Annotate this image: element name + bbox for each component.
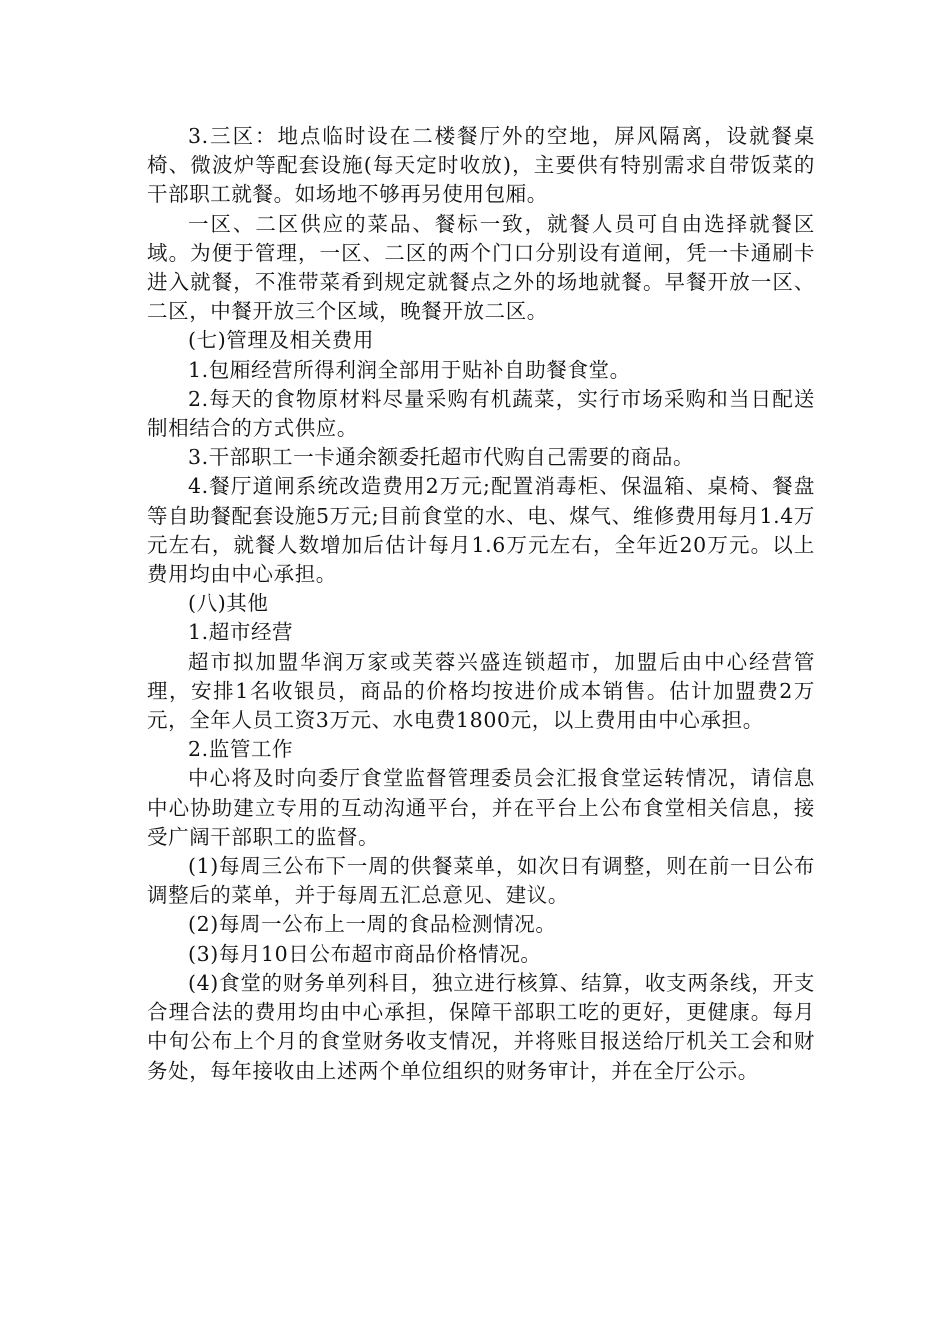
paragraph-supervision-item-1: (1)每周三公布下一周的供餐菜单，如次日有调整，则在前一日公布调整后的菜单，并于每周五汇总意见、建议。 xyxy=(147,854,815,908)
section-heading-other: (八)其他 xyxy=(188,591,269,616)
paragraph-cost-item-3: 3.干部职工一卡通余额委托超市代购自己需要的商品。 xyxy=(188,445,695,470)
subheading-supervision: 2.监管工作 xyxy=(188,737,294,762)
paragraph-supervision: 中心将及时向委厅食堂监督管理委员会汇报食堂运转情况，请信息中心协助建立专用的互动沟通平台，并在平台上公布食堂相关信息，接受广阔干部职工的监督。 xyxy=(147,766,815,849)
paragraph-supervision-item-3: (3)每月10日公布超市商品价格情况。 xyxy=(188,941,542,966)
document-body xyxy=(147,122,815,1086)
paragraph-zone-rules: 一区、二区供应的菜品、餐标一致，就餐人员可自由选择就餐区域。为便于管理，一区、二区的两个门口分别设有道闸，凭一卡通刷卡进入就餐，不准带菜肴到规定就餐点之外的场地就餐。早餐开放一区、二区，中餐开放三个区域，晚餐开放二区。 xyxy=(147,211,815,324)
section-heading-management-costs: (七)管理及相关费用 xyxy=(188,328,374,353)
paragraph-cost-item-4: 4.餐厅道闸系统改造费用2万元;配置消毒柜、保温箱、桌椅、餐盘等自助餐配套设施5万元;目前食堂的水、电、煤气、维修费用每月1.4万元左右，就餐人数增加后估计每月1.6万元左右，全年近20万元。以上费用均由中心承担。 xyxy=(147,474,815,587)
paragraph-supervision-item-2: (2)每周一公布上一周的食品检测情况。 xyxy=(188,912,557,937)
subheading-supermarket: 1.超市经营 xyxy=(188,620,294,645)
paragraph-cost-item-1: 1.包厢经营所得利润全部用于贴补自助餐食堂。 xyxy=(188,357,631,382)
paragraph-supermarket: 超市拟加盟华润万家或芙蓉兴盛连锁超市，加盟后由中心经营管理，安排1名收银员，商品的价格均按进价成本销售。估计加盟费2万元，全年人员工资3万元、水电费1800元，以上费用由中心承担。 xyxy=(147,649,815,733)
paragraph-supervision-item-4: (4)食堂的财务单列科目，独立进行核算、结算，收支两条线，开支合理合法的费用均由中心承担，保障干部职工吃的更好，更健康。每月中旬公布上个月的食堂财务收支情况，并将账目报送给厅机关工会和财务处，每年接收由上述两个单位组织的财务审计，并在全厅公示。 xyxy=(147,970,815,1083)
paragraph-cost-item-2: 2.每天的食物原材料尽量采购有机蔬菜，实行市场采购和当日配送制相结合的方式供应。 xyxy=(147,386,815,441)
paragraph-zone-three: 3.三区：地点临时设在二楼餐厅外的空地，屏风隔离，设就餐桌椅、微波炉等配套设施(每天定时收放)，主要供有特别需求自带饭菜的干部职工就餐。如场地不够再另使用包厢。 xyxy=(147,124,815,207)
